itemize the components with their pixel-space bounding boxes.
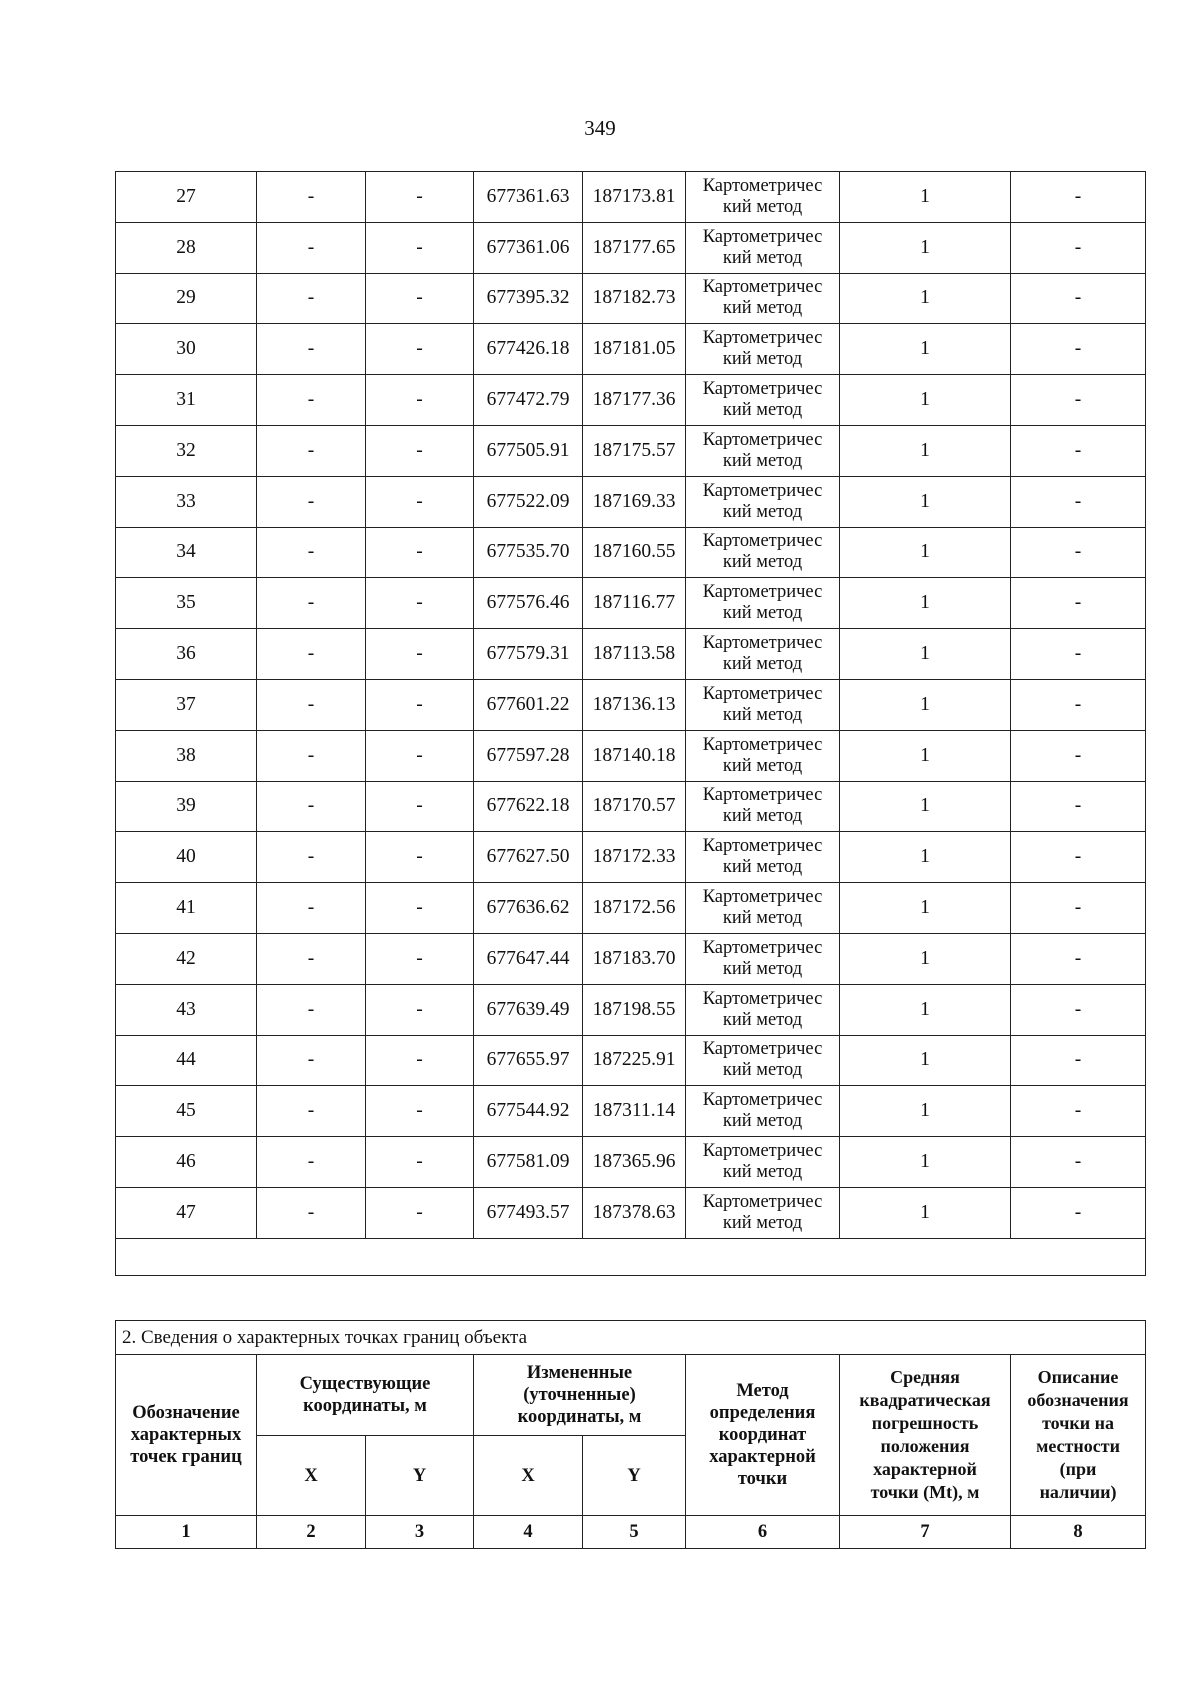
header-line: Средняя (890, 1367, 960, 1387)
table-row (116, 527, 1146, 578)
method-line: кий метод (722, 857, 803, 878)
cell-new-y: 187160.55 (583, 527, 686, 578)
cell-point: 40 (116, 832, 257, 883)
cell-new-x: 677576.46 (474, 578, 583, 629)
cell-description: - (1011, 1137, 1146, 1188)
method-line: кий метод (722, 1060, 803, 1081)
header-changed-x: X (474, 1436, 583, 1516)
cell-new-x: 677544.92 (474, 1086, 583, 1137)
header-changed-y: Y (583, 1436, 686, 1516)
cell-existing-x: - (257, 476, 366, 527)
header-mean-error (840, 1355, 1011, 1516)
cell-existing-x: - (257, 222, 366, 273)
cell-existing-y: - (366, 781, 474, 832)
cell-new-x: 677639.49 (474, 984, 583, 1035)
cell-point: 29 (116, 273, 257, 324)
header-existing-x: X (257, 1436, 366, 1516)
method-line: Картометричес (702, 1191, 823, 1212)
method-line: кий метод (722, 603, 803, 624)
cell-description: - (1011, 273, 1146, 324)
method-line: кий метод (722, 654, 803, 675)
empty-cell (116, 1238, 1146, 1275)
cell-mean-error: 1 (840, 425, 1011, 476)
cell-new-x: 677472.79 (474, 375, 583, 426)
table-row (116, 476, 1146, 527)
cell-point: 32 (116, 425, 257, 476)
cell-new-x: 677636.62 (474, 883, 583, 934)
empty-row (116, 1238, 1146, 1275)
cell-mean-error: 1 (840, 375, 1011, 426)
cell-new-y: 187172.33 (583, 832, 686, 883)
method-line: кий метод (722, 400, 803, 421)
method-line: кий метод (722, 704, 803, 725)
cell-mean-error: 1 (840, 172, 1011, 223)
cell-new-y: 187198.55 (583, 984, 686, 1035)
cell-new-y: 187183.70 (583, 933, 686, 984)
cell-new-x: 677655.97 (474, 1035, 583, 1086)
header-line: погрешность (871, 1413, 979, 1433)
method-line: кий метод (722, 755, 803, 776)
header-changed-coordinates (474, 1355, 686, 1436)
cell-method (686, 1086, 840, 1137)
cell-existing-y: - (366, 425, 474, 476)
column-number: 5 (583, 1516, 686, 1549)
cell-mean-error: 1 (840, 984, 1011, 1035)
cell-point: 33 (116, 476, 257, 527)
cell-new-x: 677395.32 (474, 273, 583, 324)
header-line: точки на (1042, 1413, 1114, 1433)
header-existing-y: Y (366, 1436, 474, 1516)
cell-mean-error: 1 (840, 883, 1011, 934)
method-line: Картометричес (702, 1141, 823, 1162)
header-line: обозначения (1027, 1390, 1129, 1410)
method-line: кий метод (722, 908, 803, 929)
cell-new-y: 187182.73 (583, 273, 686, 324)
cell-new-x: 677581.09 (474, 1137, 583, 1188)
cell-method (686, 578, 840, 629)
method-line: Картометричес (702, 633, 823, 654)
cell-new-x: 677426.18 (474, 324, 583, 375)
cell-point: 39 (116, 781, 257, 832)
cell-new-x: 677361.06 (474, 222, 583, 273)
method-line: Картометричес (702, 887, 823, 908)
cell-description: - (1011, 1086, 1146, 1137)
cell-mean-error: 1 (840, 1035, 1011, 1086)
cell-new-y: 187181.05 (583, 324, 686, 375)
cell-existing-x: - (257, 172, 366, 223)
cell-new-x: 677597.28 (474, 730, 583, 781)
cell-mean-error: 1 (840, 578, 1011, 629)
cell-existing-x: - (257, 324, 366, 375)
cell-description: - (1011, 629, 1146, 680)
cell-point: 30 (116, 324, 257, 375)
cell-mean-error: 1 (840, 273, 1011, 324)
cell-mean-error: 1 (840, 629, 1011, 680)
column-number: 3 (366, 1516, 474, 1549)
points-section-table (115, 1320, 1146, 1549)
column-number: 6 (686, 1516, 840, 1549)
cell-description: - (1011, 781, 1146, 832)
cell-new-x: 677535.70 (474, 527, 583, 578)
column-number: 2 (257, 1516, 366, 1549)
table-row (116, 222, 1146, 273)
cell-new-y: 187177.65 (583, 222, 686, 273)
cell-description: - (1011, 375, 1146, 426)
cell-existing-x: - (257, 781, 366, 832)
table-row (116, 425, 1146, 476)
cell-existing-y: - (366, 730, 474, 781)
cell-new-y: 187169.33 (583, 476, 686, 527)
cell-description: - (1011, 324, 1146, 375)
cell-description: - (1011, 1187, 1146, 1238)
cell-existing-y: - (366, 172, 474, 223)
table-row (116, 984, 1146, 1035)
cell-point: 43 (116, 984, 257, 1035)
cell-method (686, 375, 840, 426)
cell-new-x: 677505.91 (474, 425, 583, 476)
header-line: координаты, м (303, 1396, 427, 1416)
header-line: Описание (1037, 1367, 1119, 1387)
cell-existing-y: - (366, 324, 474, 375)
cell-point: 35 (116, 578, 257, 629)
cell-mean-error: 1 (840, 781, 1011, 832)
table-row (116, 1035, 1146, 1086)
method-line: кий метод (722, 247, 803, 268)
cell-existing-y: - (366, 933, 474, 984)
cell-method (686, 832, 840, 883)
cell-description: - (1011, 1035, 1146, 1086)
cell-existing-y: - (366, 1086, 474, 1137)
coordinates-table (115, 171, 1146, 1276)
method-line: кий метод (722, 1162, 803, 1183)
cell-mean-error: 1 (840, 679, 1011, 730)
section-title: 2. Сведения о характерных точках границ объекта (116, 1321, 1146, 1355)
cell-existing-y: - (366, 273, 474, 324)
method-line: Картометричес (702, 1090, 823, 1111)
method-line: Картометричес (702, 785, 823, 806)
cell-existing-x: - (257, 1035, 366, 1086)
column-number: 1 (116, 1516, 257, 1549)
header-line: характерной (709, 1447, 816, 1467)
table-row (116, 730, 1146, 781)
cell-existing-x: - (257, 1137, 366, 1188)
cell-existing-y: - (366, 679, 474, 730)
cell-existing-x: - (257, 527, 366, 578)
header-line: координаты, м (517, 1407, 642, 1427)
cell-mean-error: 1 (840, 222, 1011, 273)
table-row (116, 375, 1146, 426)
cell-new-y: 187140.18 (583, 730, 686, 781)
cell-method (686, 1187, 840, 1238)
cell-new-y: 187136.13 (583, 679, 686, 730)
cell-existing-x: - (257, 375, 366, 426)
header-line: характерной (873, 1459, 977, 1479)
table-row (116, 933, 1146, 984)
header-line: Метод (736, 1381, 789, 1401)
cell-existing-x: - (257, 883, 366, 934)
cell-description: - (1011, 527, 1146, 578)
cell-existing-y: - (366, 1137, 474, 1188)
cell-description: - (1011, 425, 1146, 476)
cell-new-y: 187173.81 (583, 172, 686, 223)
cell-new-y: 187172.56 (583, 883, 686, 934)
cell-method (686, 324, 840, 375)
cell-point: 37 (116, 679, 257, 730)
method-line: Картометричес (702, 531, 823, 552)
method-line: Картометричес (702, 328, 823, 349)
header-line: точки (Mt), м (870, 1482, 980, 1502)
cell-existing-y: - (366, 883, 474, 934)
header-point-designation (116, 1355, 257, 1516)
header-line: координат (718, 1425, 807, 1445)
cell-mean-error: 1 (840, 1137, 1011, 1188)
cell-description: - (1011, 578, 1146, 629)
table-row (116, 1137, 1146, 1188)
cell-method (686, 1035, 840, 1086)
header-line: Измененные (526, 1363, 633, 1383)
header-line: (уточненные) (523, 1385, 636, 1405)
cell-method (686, 425, 840, 476)
cell-existing-y: - (366, 1035, 474, 1086)
cell-method (686, 222, 840, 273)
header-line: (при (1059, 1459, 1097, 1479)
table-row (116, 324, 1146, 375)
method-line: кий метод (722, 196, 803, 217)
page-number: 349 (584, 116, 616, 140)
cell-new-y: 187311.14 (583, 1086, 686, 1137)
cell-point: 42 (116, 933, 257, 984)
cell-description: - (1011, 172, 1146, 223)
cell-new-y: 187378.63 (583, 1187, 686, 1238)
cell-new-y: 187365.96 (583, 1137, 686, 1188)
cell-existing-x: - (257, 679, 366, 730)
method-line: Картометричес (702, 277, 823, 298)
method-line: Картометричес (702, 175, 823, 196)
table-row (116, 273, 1146, 324)
cell-method (686, 679, 840, 730)
cell-mean-error: 1 (840, 730, 1011, 781)
header-line: положения (880, 1436, 970, 1456)
cell-existing-y: - (366, 1187, 474, 1238)
cell-description: - (1011, 222, 1146, 273)
table-row (116, 629, 1146, 680)
column-number: 8 (1011, 1516, 1146, 1549)
cell-new-x: 677627.50 (474, 832, 583, 883)
cell-new-y: 187225.91 (583, 1035, 686, 1086)
cell-point: 34 (116, 527, 257, 578)
cell-new-x: 677522.09 (474, 476, 583, 527)
header-line: характерных (130, 1425, 242, 1445)
method-line: Картометричес (702, 836, 823, 857)
cell-existing-x: - (257, 933, 366, 984)
method-line: кий метод (722, 552, 803, 573)
cell-mean-error: 1 (840, 933, 1011, 984)
cell-method (686, 476, 840, 527)
method-line: Картометричес (702, 683, 823, 704)
cell-point: 46 (116, 1137, 257, 1188)
method-line: Картометричес (702, 988, 823, 1009)
cell-method (686, 1137, 840, 1188)
cell-existing-x: - (257, 832, 366, 883)
table-row (116, 679, 1146, 730)
cell-existing-y: - (366, 476, 474, 527)
cell-new-x: 677622.18 (474, 781, 583, 832)
cell-method (686, 883, 840, 934)
header-line: определения (709, 1403, 816, 1423)
cell-method (686, 730, 840, 781)
cell-existing-x: - (257, 425, 366, 476)
table-row (116, 832, 1146, 883)
method-line: кий метод (722, 298, 803, 319)
cell-method (686, 273, 840, 324)
method-line: кий метод (722, 349, 803, 370)
cell-mean-error: 1 (840, 476, 1011, 527)
cell-existing-x: - (257, 578, 366, 629)
method-line: кий метод (722, 501, 803, 522)
cell-method (686, 984, 840, 1035)
method-line: Картометричес (702, 429, 823, 450)
cell-point: 28 (116, 222, 257, 273)
cell-existing-x: - (257, 1187, 366, 1238)
header-line: местности (1036, 1436, 1120, 1456)
cell-description: - (1011, 883, 1146, 934)
cell-existing-y: - (366, 375, 474, 426)
cell-point: 44 (116, 1035, 257, 1086)
cell-point: 31 (116, 375, 257, 426)
method-line: кий метод (722, 1009, 803, 1030)
cell-point: 47 (116, 1187, 257, 1238)
cell-description: - (1011, 984, 1146, 1035)
cell-point: 41 (116, 883, 257, 934)
cell-description: - (1011, 476, 1146, 527)
cell-existing-y: - (366, 832, 474, 883)
cell-mean-error: 1 (840, 1187, 1011, 1238)
header-method (686, 1355, 840, 1516)
table-row (116, 1086, 1146, 1137)
cell-existing-x: - (257, 629, 366, 680)
table-row (116, 883, 1146, 934)
cell-description: - (1011, 832, 1146, 883)
cell-new-y: 187113.58 (583, 629, 686, 680)
cell-description: - (1011, 679, 1146, 730)
method-line: кий метод (722, 1212, 803, 1233)
header-existing-coordinates (257, 1355, 474, 1436)
table-row (116, 578, 1146, 629)
cell-point: 45 (116, 1086, 257, 1137)
cell-method (686, 629, 840, 680)
cell-point: 36 (116, 629, 257, 680)
cell-existing-x: - (257, 273, 366, 324)
cell-new-x: 677361.63 (474, 172, 583, 223)
header-description (1011, 1355, 1146, 1516)
table-row (116, 781, 1146, 832)
cell-new-x: 677493.57 (474, 1187, 583, 1238)
cell-new-x: 677647.44 (474, 933, 583, 984)
cell-description: - (1011, 730, 1146, 781)
method-line: кий метод (722, 450, 803, 471)
cell-existing-y: - (366, 527, 474, 578)
cell-method (686, 527, 840, 578)
cell-new-x: 677601.22 (474, 679, 583, 730)
header-line: наличии) (1039, 1482, 1117, 1502)
cell-existing-y: - (366, 984, 474, 1035)
cell-existing-x: - (257, 1086, 366, 1137)
header-line: Существующие (299, 1374, 431, 1394)
cell-mean-error: 1 (840, 832, 1011, 883)
table-row (116, 1187, 1146, 1238)
cell-existing-y: - (366, 222, 474, 273)
cell-existing-x: - (257, 730, 366, 781)
header-line: точки (737, 1469, 788, 1489)
method-line: кий метод (722, 1111, 803, 1132)
cell-method (686, 781, 840, 832)
column-number: 4 (474, 1516, 583, 1549)
cell-mean-error: 1 (840, 527, 1011, 578)
cell-point: 27 (116, 172, 257, 223)
column-number: 7 (840, 1516, 1011, 1549)
table-row (116, 172, 1146, 223)
cell-point: 38 (116, 730, 257, 781)
cell-method (686, 172, 840, 223)
cell-description: - (1011, 933, 1146, 984)
cell-new-y: 187170.57 (583, 781, 686, 832)
cell-new-y: 187175.57 (583, 425, 686, 476)
method-line: Картометричес (702, 379, 823, 400)
header-line: Обозначение (132, 1403, 240, 1423)
cell-mean-error: 1 (840, 1086, 1011, 1137)
method-line: кий метод (722, 958, 803, 979)
method-line: Картометричес (702, 1039, 823, 1060)
header-line: точек границ (130, 1447, 242, 1467)
cell-new-y: 187116.77 (583, 578, 686, 629)
method-line: Картометричес (702, 480, 823, 501)
cell-method (686, 933, 840, 984)
method-line: Картометричес (702, 582, 823, 603)
method-line: Картометричес (702, 937, 823, 958)
cell-new-y: 187177.36 (583, 375, 686, 426)
method-line: кий метод (722, 806, 803, 827)
cell-existing-y: - (366, 578, 474, 629)
header-line: квадратическая (859, 1390, 991, 1410)
method-line: Картометричес (702, 226, 823, 247)
method-line: Картометричес (702, 734, 823, 755)
cell-existing-x: - (257, 984, 366, 1035)
cell-existing-y: - (366, 629, 474, 680)
cell-new-x: 677579.31 (474, 629, 583, 680)
cell-mean-error: 1 (840, 324, 1011, 375)
